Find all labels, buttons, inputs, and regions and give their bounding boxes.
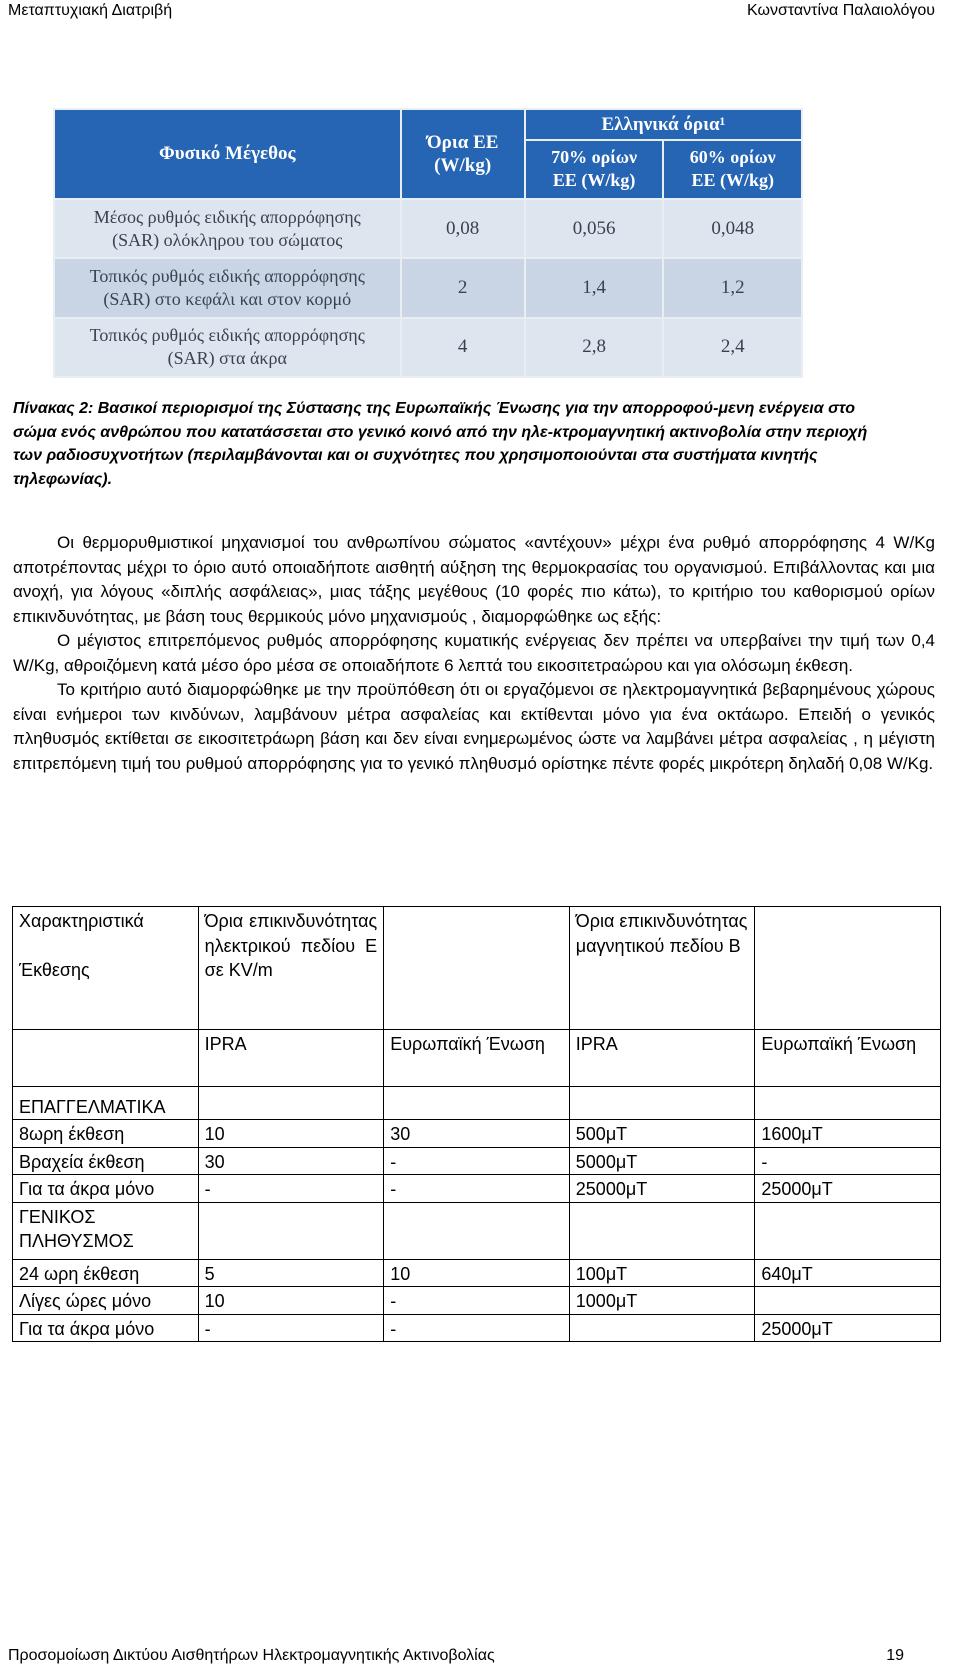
sar-row-label-line2: (SAR) ολόκληρου του σώματος xyxy=(112,229,343,250)
paragraph: Το κριτήριο αυτό διαμορφώθηκε με την προϋπόθεση ότι οι εργαζόμενοι σε ηλεκτρομαγνητικά βεβαρημένους χώρους είναι ενήμεροι των κινδύνων, λαμβάνουν μέτρα ασφαλείας και εκτίθενται μόνο για ένα οκτάωρο. Επειδή ο γενικός πληθυσμός εκτίθεται σε εικοσιτετράωρη βάση και δεν είναι ενημερωμένος ώστε να λαμβάνει μέτρα ασφαλείας , η μέγιστη επιτρεπόμενη τιμή του ρυθμού απορρόφησης για το γενικό πληθυσμό ορίστηκε πέντε φορές μικρότερη δηλαδή 0,08 W/Kg. xyxy=(13,680,935,773)
sar-col-quantity: Φυσικό Μέγεθος xyxy=(55,110,400,198)
sar-col-60 xyxy=(664,141,801,198)
cell-value: 25000μΤ xyxy=(755,1314,941,1342)
sar-row-label-line1: Μέσος ρυθμός ειδικής απορρόφησης xyxy=(93,206,361,227)
cell-value: 5 xyxy=(198,1259,384,1287)
empty-cell xyxy=(755,1087,941,1120)
cell-value: - xyxy=(384,1314,570,1342)
cell-value: 10 xyxy=(384,1259,570,1287)
cell-exposure: 24 ωρη έκθεση xyxy=(13,1259,199,1287)
page-header xyxy=(0,0,960,26)
section-general-public: ΓΕΝΙΚΟΣ ΠΛΗΘΥΣΜΟΣ xyxy=(13,1202,199,1259)
sar-60-value: 1,2 xyxy=(664,259,801,316)
cell-value xyxy=(755,1287,941,1315)
sar-limits-table xyxy=(53,108,803,378)
section-row xyxy=(13,1202,941,1259)
empty-cell xyxy=(569,1202,755,1259)
sar-row xyxy=(55,200,801,257)
footer-title: Προσομοίωση Δικτύου Αισθητήρων Ηλεκτρομαγνητικής Ακτινοβολίας xyxy=(8,1647,495,1664)
table-row xyxy=(13,1314,941,1342)
sar-col-70-line2: ΕΕ (W/kg) xyxy=(552,170,636,191)
sar-70-value: 2,8 xyxy=(526,319,663,376)
table-row xyxy=(13,1120,941,1148)
empty-cell xyxy=(384,1202,570,1259)
sar-row xyxy=(55,259,801,316)
sar-70-value: 0,056 xyxy=(526,200,663,257)
section-professional: ΕΠΑΓΓΕΛΜΑΤΙΚΑ xyxy=(13,1087,199,1120)
sar-row-label-line2: (SAR) στα άκρα xyxy=(167,348,287,369)
cell-value: 10 xyxy=(198,1120,384,1148)
page-number: 19 xyxy=(886,1647,904,1664)
limits-subheader-row xyxy=(13,1030,941,1087)
sar-row-label-line1: Τοπικός ρυθμός ειδικής απορρόφησης xyxy=(89,325,365,346)
sar-row-label-line2: (SAR) στο κεφάλι και στον κορμό xyxy=(103,288,352,309)
sar-col-70-line1: 70% ορίων xyxy=(551,147,638,168)
sar-row-label xyxy=(55,319,400,376)
header-thesis-type: Μεταπτυχιακή Διατριβή xyxy=(8,2,173,19)
section-row xyxy=(13,1087,941,1120)
sar-eu-value: 0,08 xyxy=(402,200,524,257)
sar-col-eu xyxy=(402,110,524,198)
empty-cell xyxy=(755,907,941,1030)
empty-cell xyxy=(569,1087,755,1120)
cell-value: 30 xyxy=(384,1120,570,1148)
sar-70-value: 1,4 xyxy=(526,259,663,316)
empty-cell xyxy=(384,907,570,1030)
cell-value xyxy=(569,1314,755,1342)
paragraph: Ο μέγιστος επιτρεπόμενος ρυθμός απορρόφησης κυματικής ενέργειας δεν πρέπει να υπερβαίνει την τιμή των 0,4 W/Kg, αθροιζόμενη κατά μέσο όρο μέσα σε οποιαδήποτε 6 λεπτά του εικοσιτετραώρου και για ολόσωμη έκθεση. xyxy=(13,631,935,675)
table-row xyxy=(13,1287,941,1315)
header-characteristics-line1: Χαρακτηριστικά xyxy=(19,911,144,931)
subheader-eu: Ευρωπαϊκή Ένωση xyxy=(384,1030,570,1087)
cell-exposure: 8ωρη έκθεση xyxy=(13,1120,199,1148)
exposure-limits-table xyxy=(12,906,941,1342)
cell-value: 1600μΤ xyxy=(755,1120,941,1148)
paragraph: Οι θερμορυθμιστικοί μηχανισμοί του ανθρωπίνου σώματος «αντέχουν» μέχρι ένα ρυθμό απορρόφησης 4 W/Kg αποτρέποντας μέχρι το όριο αυτό οποιαδήποτε αισθητή αύξηση της θερμοκρασίας του οργανισμού. Επιβάλλοντας και μια ανοχή, για λόγους «διπλής ασφάλειας», μιας τάξης μεγέθους (10 φορές πιο κάτω), το κριτήριο του καθορισμού ορίων επικινδυνότητας, με βάση τους θερμικούς μόνο μηχανισμούς , διαμορφώθηκε ως εξής: xyxy=(13,533,935,626)
sar-eu-value: 4 xyxy=(402,319,524,376)
sar-row-label xyxy=(55,259,400,316)
cell-value: - xyxy=(384,1147,570,1175)
table-row xyxy=(13,1175,941,1203)
cell-value: - xyxy=(384,1175,570,1203)
header-magnetic-field: Όρια επικινδυνότητας μαγνητικού πεδίου Β xyxy=(569,907,755,1030)
sar-eu-value: 2 xyxy=(402,259,524,316)
sar-60-value: 2,4 xyxy=(664,319,801,376)
sar-row-label-line1: Τοπικός ρυθμός ειδικής απορρόφησης xyxy=(89,265,365,286)
cell-value: 1000μΤ xyxy=(569,1287,755,1315)
cell-value: - xyxy=(198,1175,384,1203)
sar-60-value: 0,048 xyxy=(664,200,801,257)
sar-col-60-line2: ΕΕ (W/kg) xyxy=(691,170,774,191)
empty-cell xyxy=(384,1087,570,1120)
limits-header-row xyxy=(13,907,941,1030)
empty-cell xyxy=(755,1202,941,1259)
sar-col-70 xyxy=(526,141,663,198)
cell-value: 25000μΤ xyxy=(755,1175,941,1203)
body-text xyxy=(13,531,935,776)
cell-value: 30 xyxy=(198,1147,384,1175)
cell-value: - xyxy=(198,1314,384,1342)
cell-value: 100μΤ xyxy=(569,1259,755,1287)
cell-value: 10 xyxy=(198,1287,384,1315)
cell-value: 640μΤ xyxy=(755,1259,941,1287)
sar-col-eu-line1: Όρια ΕΕ xyxy=(426,131,499,153)
table-caption: Πίνακας 2: Βασικοί περιορισμοί της Σύστασης της Ευρωπαϊκής Ένωσης για την απορροφού-μενη ενέργεια στο σώμα ενός ανθρώπου που κατατάσσεται στο γενικό κοινό από την ηλε-κτρομαγνητική ακτινοβολία στην περιοχή των ραδιοσυχνοτήτων (περιλαμβάνονται και οι συχνότητες που χρησιμοποιούνται στα συστήματα κινητής τηλεφωνίας). xyxy=(13,400,868,488)
cell-value: 5000μΤ xyxy=(569,1147,755,1175)
cell-exposure: Βραχεία έκθεση xyxy=(13,1147,199,1175)
subheader-ipra: IPRA xyxy=(569,1030,755,1087)
sar-row-label xyxy=(55,200,400,257)
cell-exposure: Για τα άκρα μόνο xyxy=(13,1175,199,1203)
table-row xyxy=(13,1147,941,1175)
subheader-ipra: IPRA xyxy=(198,1030,384,1087)
cell-exposure: Για τα άκρα μόνο xyxy=(13,1314,199,1342)
sar-col-greek: Ελληνικά όρια¹ xyxy=(526,110,801,139)
header-characteristics xyxy=(13,907,199,1030)
empty-cell xyxy=(13,1030,199,1087)
cell-exposure: Λίγες ώρες μόνο xyxy=(13,1287,199,1315)
subheader-eu: Ευρωπαϊκή Ένωση xyxy=(755,1030,941,1087)
header-characteristics-line2: Έκθεσης xyxy=(19,959,90,980)
sar-col-eu-line2: (W/kg) xyxy=(434,154,492,176)
sar-row xyxy=(55,319,801,376)
cell-value: 25000μΤ xyxy=(569,1175,755,1203)
table-row xyxy=(13,1259,941,1287)
cell-value: 500μΤ xyxy=(569,1120,755,1148)
empty-cell xyxy=(198,1202,384,1259)
cell-value: - xyxy=(755,1147,941,1175)
sar-col-60-line1: 60% ορίων xyxy=(689,147,776,168)
cell-value: - xyxy=(384,1287,570,1315)
page-footer xyxy=(0,1645,960,1671)
header-electric-field: Όρια επικινδυνότητας ηλεκτρικού πεδίου Ε σε KV/m xyxy=(198,907,384,1030)
empty-cell xyxy=(198,1087,384,1120)
header-author: Κωνσταντίνα Παλαιολόγου xyxy=(746,2,935,19)
